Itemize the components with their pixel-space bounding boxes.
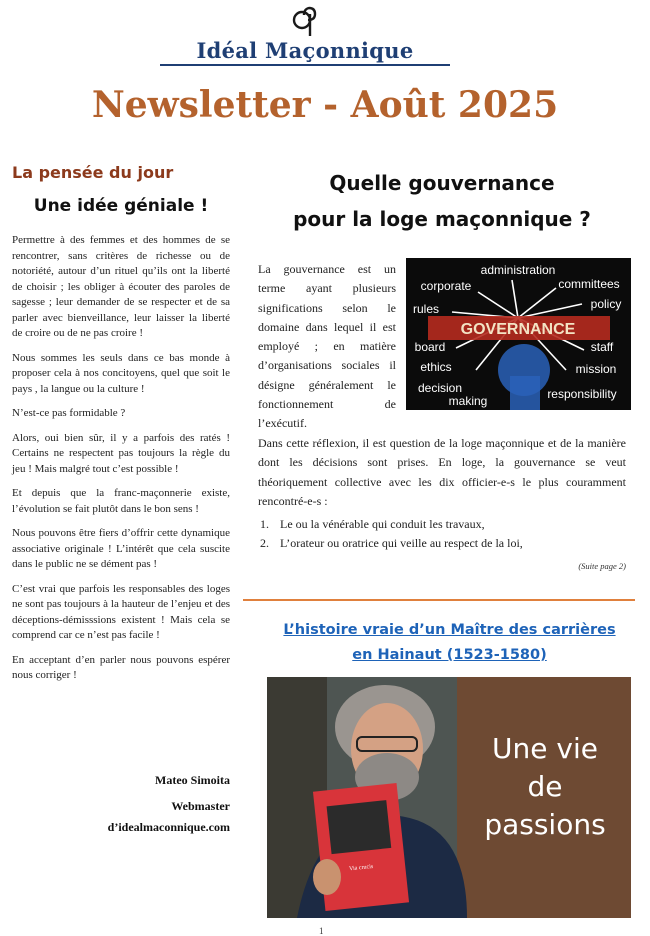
list-item <box>258 515 626 534</box>
page-number: 1 <box>319 926 324 936</box>
thought-paragraph: En acceptant d’en parler nous pouvons espérer nous corriger ! <box>12 653 230 681</box>
history-title-line2: en Hainaut (1523-1580) <box>352 647 547 663</box>
newsletter-title: Newsletter - Août 2025 <box>91 84 559 126</box>
thought-body <box>12 233 230 693</box>
word-making: making <box>448 394 488 408</box>
thought-paragraph: C’est vrai que parfois les responsables des loges ne sont pas toujours à la hauteur de l’enjeu et des déceptions-démisssions existent ! Mais cela se comprend car ce n’est pas facile ! <box>12 582 230 641</box>
signature <box>12 771 230 839</box>
brand-name: Idéal Maçonnique <box>196 38 414 63</box>
hand-shape <box>313 859 341 895</box>
word-staff: staff <box>590 340 614 354</box>
section-divider <box>243 599 635 601</box>
governance-illustration <box>406 258 631 410</box>
signature-name: Mateo Simoita <box>155 773 230 787</box>
signature-site: d’idealmaconnique.com <box>107 820 230 834</box>
list-text: L’orateur ou oratrice qui veille au respect de la loi, <box>280 536 523 551</box>
history-title-line1: L’histoire vraie d’un Maître des carrières <box>283 622 616 638</box>
thought-paragraph: Nous pouvons être fiers d’offrir cette dynamique associative originale ! L’intérêt que cela suscite dans le public ne se dément pas ! <box>12 527 230 570</box>
photo-caption-overlay <box>460 730 630 844</box>
list-number: 2. <box>260 536 269 551</box>
word-decision: decision <box>417 381 463 395</box>
thought-of-the-day-heading: La pensée du jour <box>12 163 174 182</box>
book-title: Via crucis <box>348 863 374 873</box>
thought-paragraph: Et depuis que la franc-maçonnerie existe, l’évolution se fait plutôt dans le bon sens ! <box>12 487 230 515</box>
brand-underline <box>160 64 450 66</box>
word-rules: rules <box>412 302 440 316</box>
governance-lead-text: La gouvernance est un terme ayant plusieurs significations selon le domaine dans lequel il est employé ; en matière d’organisations sociales il désigne généralement le fonctionnement de l’exécutif. <box>258 262 396 431</box>
thought-paragraph: Alors, oui bien sûr, il y a parfois des ratés ! Certains ne respectent pas toujours la règle du jeu ! Mais malgré tout c’est possible ! <box>12 431 230 475</box>
governance-title-line2: pour la loge maçonnique ? <box>293 207 591 231</box>
thought-title: Une idée géniale ! <box>33 196 209 216</box>
word-corporate: corporate <box>420 279 472 293</box>
word-administration: administration <box>480 263 556 277</box>
list-text: Le ou la vénérable qui conduit les travaux, <box>280 517 485 531</box>
word-governance: GOVERNANCE <box>460 321 576 338</box>
signature-role: Webmaster <box>171 799 230 813</box>
governance-article-title <box>258 165 626 237</box>
governance-body-text: Dans cette réflexion, il est question de la loge maçonnique et de la manière dont les décisions sont prises. En loge, la gouvernance se veut théoriquement collective avec les dix officier-e-s le plus couramment rencontré-e-s : <box>258 436 626 508</box>
word-mission: mission <box>575 362 617 376</box>
word-board: board <box>414 340 446 354</box>
word-committees: committees <box>558 277 620 291</box>
thought-paragraph: Permettre à des femmes et des hommes de se rencontrer, sans critères de richesse ou de notoriété, autour d’un rituel qu’ils ont la liberté de choisir ; les obliger à écouter des paroles de sagesse ; leur demander de se respecter et de sa parler avec bienveillance, leur laisser la liberté de croire ou de ne pas croire ! <box>12 234 230 339</box>
governance-title-line1: Quelle gouvernance <box>329 171 555 195</box>
ideal-maconnique-logo-icon <box>290 5 322 37</box>
photo-text-line: de <box>527 770 563 803</box>
book-cover-art <box>327 800 392 854</box>
thought-paragraph: N’est-ce pas formidable ? <box>12 407 126 419</box>
arm-shape <box>510 376 540 410</box>
photo-text-line: passions <box>484 808 606 841</box>
list-number: 1. <box>260 517 269 531</box>
continued-note: (Suite page 2) <box>578 561 626 571</box>
officers-list <box>258 515 626 554</box>
word-responsibility: responsibility <box>547 387 617 401</box>
thought-paragraph: Nous sommes les seuls dans ce bas monde à proposer cela à nos concitoyens, quel que soit le pays , la langue ou la culture ! <box>12 351 230 395</box>
list-item <box>258 534 626 553</box>
photo-text-line: Une vie <box>492 732 598 765</box>
history-article-title-link[interactable] <box>258 618 641 668</box>
word-policy: policy <box>590 297 622 311</box>
word-ethics: ethics <box>420 360 452 374</box>
